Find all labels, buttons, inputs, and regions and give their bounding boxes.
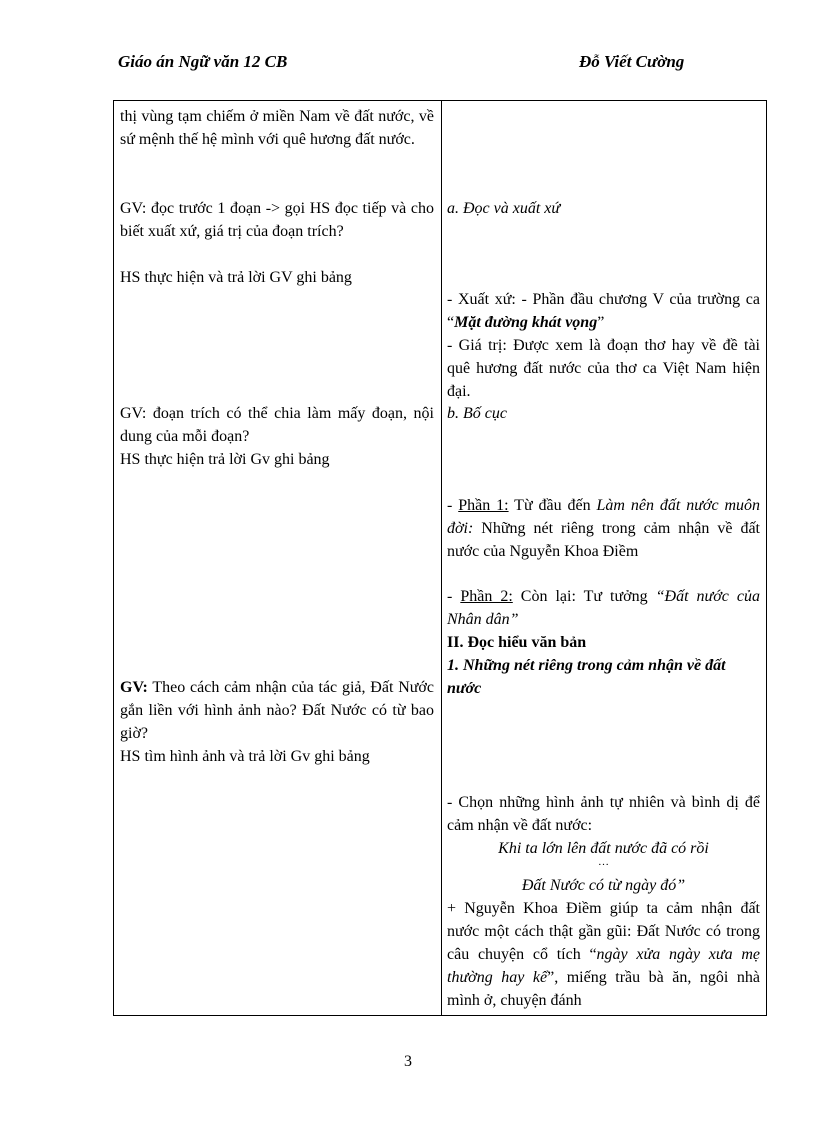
- right-nkd-paragraph: [447, 897, 760, 1012]
- part-1-content: Những nét riêng trong cảm nhận về đất nước của Nguyễn Khoa Điềm: [447, 520, 760, 560]
- left-gv-structure-question: GV: đoạn trích có thể chia làm mấy đoạn, nội dung của mỗi đoạn?: [120, 405, 434, 445]
- nkd-text-start: + Nguyễn Khoa Điềm giúp ta cảm nhận đất nước một cách thật gần gũi: Đất Nước có trong câu chuyện cổ tích “: [447, 900, 760, 963]
- left-hs-answer-3: HS tìm hình ảnh và trả lời Gv ghi bảng: [120, 748, 370, 765]
- gv-question-text: Theo cách cảm nhận của tác giả, Đất Nước gắn liền với hình ảnh nào? Đất Nước có từ bao giờ?: [120, 679, 434, 742]
- work-title: Mặt đường khát vọng: [454, 314, 598, 331]
- part-1-quote: Làm nên đất nước muôn đời:: [447, 497, 761, 537]
- part-1-range: Từ đầu đến: [508, 497, 597, 514]
- left-hs-answer-2: HS thực hiện trả lời Gv ghi bảng: [120, 451, 330, 468]
- right-section-2-heading: II. Đọc hiểu văn bản: [447, 634, 587, 651]
- gv-label: GV:: [120, 679, 148, 696]
- xuat-xu-label: - Xuất xứ: - Phần đầu chương V của trường ca “: [447, 291, 760, 331]
- part-1-label: Phần 1:: [458, 497, 509, 514]
- right-part-2: [447, 585, 760, 631]
- part-1-dash: -: [447, 497, 459, 514]
- part-2-dash: -: [447, 588, 461, 605]
- right-verse-ellipsis: …: [598, 856, 609, 868]
- xuat-xu-close-quote: ”: [597, 314, 605, 331]
- left-gv-reading-question: GV: đọc trước 1 đoạn -> gọi HS đọc tiếp và cho biết xuất xứ, giá trị của đoạn trích?: [120, 200, 434, 240]
- page-number: 3: [404, 1053, 412, 1070]
- right-verse-line-1: Khi ta lớn lên đất nước đã có rồi: [498, 840, 709, 857]
- lesson-table: [113, 100, 767, 1016]
- right-section-2-1-heading: 1. Những nét riêng trong cảm nhận về đất nước: [447, 657, 726, 697]
- column-divider: [441, 101, 442, 1015]
- header-author: Đỗ Viết Cường: [579, 52, 685, 71]
- part-2-label: Phần 2:: [460, 588, 513, 605]
- right-heading-b: b. Bố cục: [447, 405, 507, 422]
- left-intro-text: thị vùng tạm chiếm ở miền Nam về đất nước, về sứ mệnh thế hệ mình với quê hương đất nước.: [120, 108, 434, 148]
- part-2-range: Còn lại: Tư tưởng: [512, 588, 656, 605]
- right-heading-a: a. Đọc và xuất xứ: [447, 200, 561, 217]
- nkd-quote: ngày xửa ngày xưa mẹ thường hay kể: [447, 946, 760, 986]
- right-xuat-xu: [447, 288, 760, 334]
- right-gia-tri: - Giá trị: Được xem là đoạn thơ hay về đề tài quê hương đất nước của thơ ca Việt Nam hiện đại.: [447, 337, 760, 400]
- right-part-1: [447, 494, 760, 563]
- part-2-quote: “Đất nước của Nhân dân”: [447, 588, 760, 628]
- left-hs-answer-1: HS thực hiện và trả lời GV ghi bảng: [120, 269, 352, 286]
- header-left-title: Giáo án Ngữ văn 12 CB: [118, 52, 288, 71]
- left-gv-image-question: [120, 676, 434, 745]
- right-chon-hinh-anh: - Chọn những hình ảnh tự nhiên và bình dị để cảm nhận về đất nước:: [447, 794, 760, 834]
- right-verse-line-2: Đất Nước có từ ngày đó”: [521, 877, 686, 894]
- nkd-text-end: ”, miếng trầu bà ăn, ngôi nhà mình ở, chuyện đánh: [447, 969, 761, 1009]
